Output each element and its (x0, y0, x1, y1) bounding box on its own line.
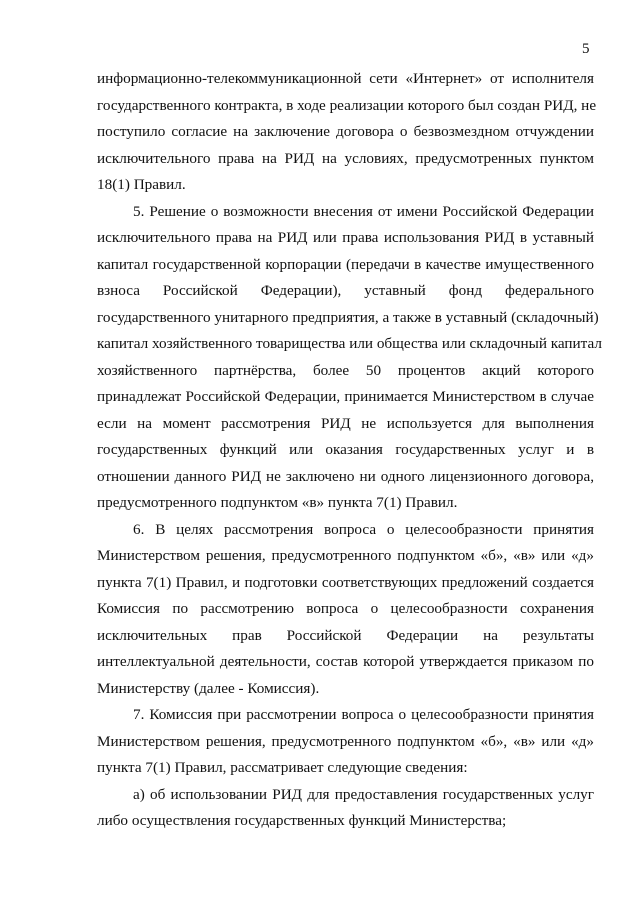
paragraph-first-line: 6. В целях рассмотрения вопроса о целесообразности принятия (133, 520, 594, 538)
text-line: пункта 7(1) Правил, рассматривает следующие сведения: (97, 759, 468, 776)
paragraph-first-line: 5. Решение о возможности внесения от имени Российской Федерации (133, 202, 594, 220)
text-line: Министерством решения, предусмотренного подпунктом «б», «в» или «д» (97, 547, 594, 564)
text-line: Комиссия по рассмотрению вопроса о целесообразности сохранения (97, 600, 594, 617)
text-line: поступило согласие на заключение договора о безвозмездном отчуждении (97, 123, 594, 140)
text-line: либо осуществления государственных функций Министерства; (97, 812, 507, 829)
text-line: пункта 7(1) Правил, и подготовки соответствующих предложений создается (97, 573, 594, 591)
page-number: 5 (582, 41, 590, 57)
text-line: капитал государственной корпорации (передачи в качестве имущественного (97, 255, 594, 273)
text-line: отношении данного РИД не заключено ни одного лицензионного договора, (97, 467, 594, 485)
text-line: информационно-телекоммуникационной сети «Интернет» от исполнителя (97, 70, 594, 87)
text-line: если на момент рассмотрения РИД не используется для выполнения (97, 414, 594, 432)
text-line: Министерством решения, предусмотренного подпунктом «б», «в» или «д» (97, 732, 594, 750)
text-line: государственных функций или оказания государственных услуг и в (97, 441, 594, 458)
text-line: капитал хозяйственного товарищества или общества или складочный капитал (97, 335, 602, 352)
text-line: 18(1) Правил. (97, 176, 186, 193)
paragraph-first-line: 7. Комиссия при рассмотрении вопроса о целесообразности принятия (133, 706, 594, 723)
text-line: исключительного права на РИД на условиях, предусмотренных пунктом (97, 149, 594, 167)
text-line: принадлежат Российской Федерации, принимается Министерством в случае (97, 388, 594, 405)
text-line: интеллектуальной деятельности, состав которой утверждается приказом по (97, 653, 594, 670)
document-body (97, 66, 602, 835)
text-line: Министерству (далее - Комиссия). (97, 679, 320, 697)
text-line: исключительного права на РИД или права использования РИД в уставный (97, 229, 594, 246)
text-line: государственного унитарного предприятия, а также в уставный (складочный) (97, 308, 599, 326)
text-line: взноса Российской Федерации), уставный фонд федерального (97, 282, 594, 299)
text-line: государственного контракта, в ходе реализации которого был создан РИД, не (97, 96, 597, 114)
paragraph-first-line: а) об использовании РИД для предоставления государственных услуг (133, 785, 594, 803)
text-line: исключительных прав Российской Федерации на результаты (97, 626, 594, 644)
text-line: предусмотренного подпунктом «в» пункта 7(1) Правил. (97, 494, 458, 511)
text-line: хозяйственного партнёрства, более 50 процентов акций которого (97, 361, 594, 379)
